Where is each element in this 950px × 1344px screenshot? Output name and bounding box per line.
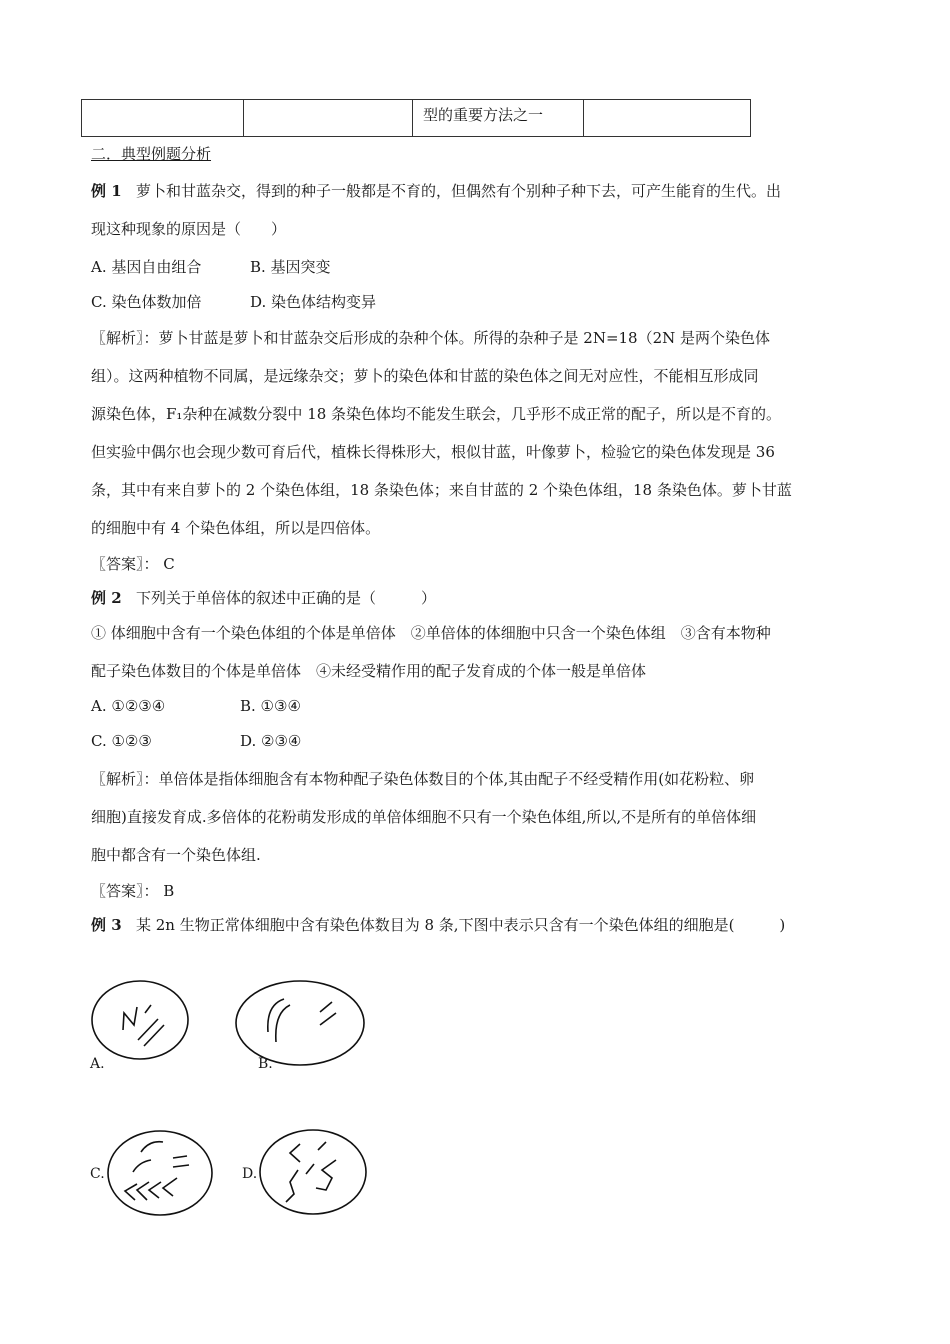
ex2-option-c: C. ①②③ (91, 732, 152, 750)
ex1-label: 例 1 (91, 182, 122, 200)
section-heading: 二．典型例题分析 (91, 145, 212, 163)
ex2-option-b: B. ①③④ (240, 697, 301, 715)
ex1-option-c: C. 染色体数加倍 (91, 293, 202, 311)
table-cell: 型的重要方法之一 (413, 100, 584, 136)
ex1-option-a: A. 基因自由组合 (91, 258, 202, 276)
ex1-answer: 〖答案〗： C (91, 555, 175, 573)
ex2-statement-line2: 配子染色体数目的个体是单倍体 ④未经受精作用的配子发育成的个体一般是单倍体 (91, 662, 647, 680)
ex1-analysis-line: 源染色体，F₁杂种在减数分裂中 18 条染色体均不能发生联会，几乎形不成正常的配子，所以是不育的。 (91, 405, 782, 423)
ex2-question-text: 下列关于单倍体的叙述中正确的是（ ） (135, 589, 436, 607)
cell-diagram-d (256, 1122, 376, 1222)
ex2-question-line (91, 587, 436, 608)
cell-diagram-b (232, 975, 372, 1075)
ex1-question-text: 萝卜和甘蓝杂交，得到的种子一般都是不育的，但偶然有个别种子种下去，可产生能育的生代。出 (135, 182, 781, 200)
ex1-analysis-line: 条，其中有来自萝卜的 2 个染色体组，18 条染色体；来自甘蓝的 2 个染色体组，18 条染色体。萝卜甘蓝 (91, 481, 792, 499)
cell-c-label: C. (90, 1166, 105, 1182)
cell-a-label: A. (90, 1056, 105, 1072)
cell-d-label: D. (242, 1166, 258, 1182)
ex2-analysis-line: 胞中都含有一个染色体组. (91, 846, 261, 864)
cell-diagram-c (103, 1120, 223, 1220)
table-cell (244, 100, 413, 136)
ex1-analysis-line: 〖解析〗：萝卜甘蓝是萝卜和甘蓝杂交后形成的杂种个体。所得的杂种子是 2N=18（2N 是两个染色体 (91, 329, 771, 347)
ex3-question-text: 某 2n 生物正常体细胞中含有染色体数目为 8 条,下图中表示只含有一个染色体组的细胞是( ) (135, 916, 786, 934)
ex1-question-line2: 现这种现象的原因是（ ） (91, 220, 287, 238)
table-row (81, 99, 751, 137)
ex3-label: 例 3 (91, 916, 122, 934)
ex1-analysis-line: 组）。这两种植物不同属，是远缘杂交；萝卜的染色体和甘蓝的染色体之间无对应性，不能相互形成同 (91, 367, 759, 385)
ex2-option-d: D. ②③④ (240, 732, 302, 750)
ex1-analysis-line: 但实验中偶尔也会现少数可育后代，植株长得株形大，根似甘蓝，叶像萝卜，检验它的染色体发现是 36 (91, 443, 775, 461)
ex1-question-line1 (91, 180, 781, 201)
ex2-label: 例 2 (91, 589, 122, 607)
ex1-analysis-line: 的细胞中有 4 个染色体组，所以是四倍体。 (91, 519, 381, 537)
ex2-statement-line1: ① 体细胞中含有一个染色体组的个体是单倍体 ②单倍体的体细胞中只含一个染色体组 ③含有本物种 (91, 624, 771, 642)
cell-b-label: B. (258, 1056, 273, 1072)
ex2-analysis-line: 细胞)直接发育成.多倍体的花粉萌发形成的单倍体细胞不只有一个染色体组,所以,不是所有的单倍体细 (91, 808, 757, 826)
ex1-option-b: B. 基因突变 (250, 258, 331, 276)
ex1-option-d: D. 染色体结构变异 (250, 293, 377, 311)
ex2-analysis-line: 〖解析〗：单倍体是指体细胞含有本物种配子染色体数目的个体,其由配子不经受精作用(如花粉粒、卵 (91, 770, 755, 788)
ex3-question-line (91, 914, 785, 935)
table-cell (82, 100, 244, 136)
ex2-answer: 〖答案〗： B (91, 882, 175, 900)
ex2-option-a: A. ①②③④ (91, 697, 166, 715)
table-cell (584, 100, 750, 136)
